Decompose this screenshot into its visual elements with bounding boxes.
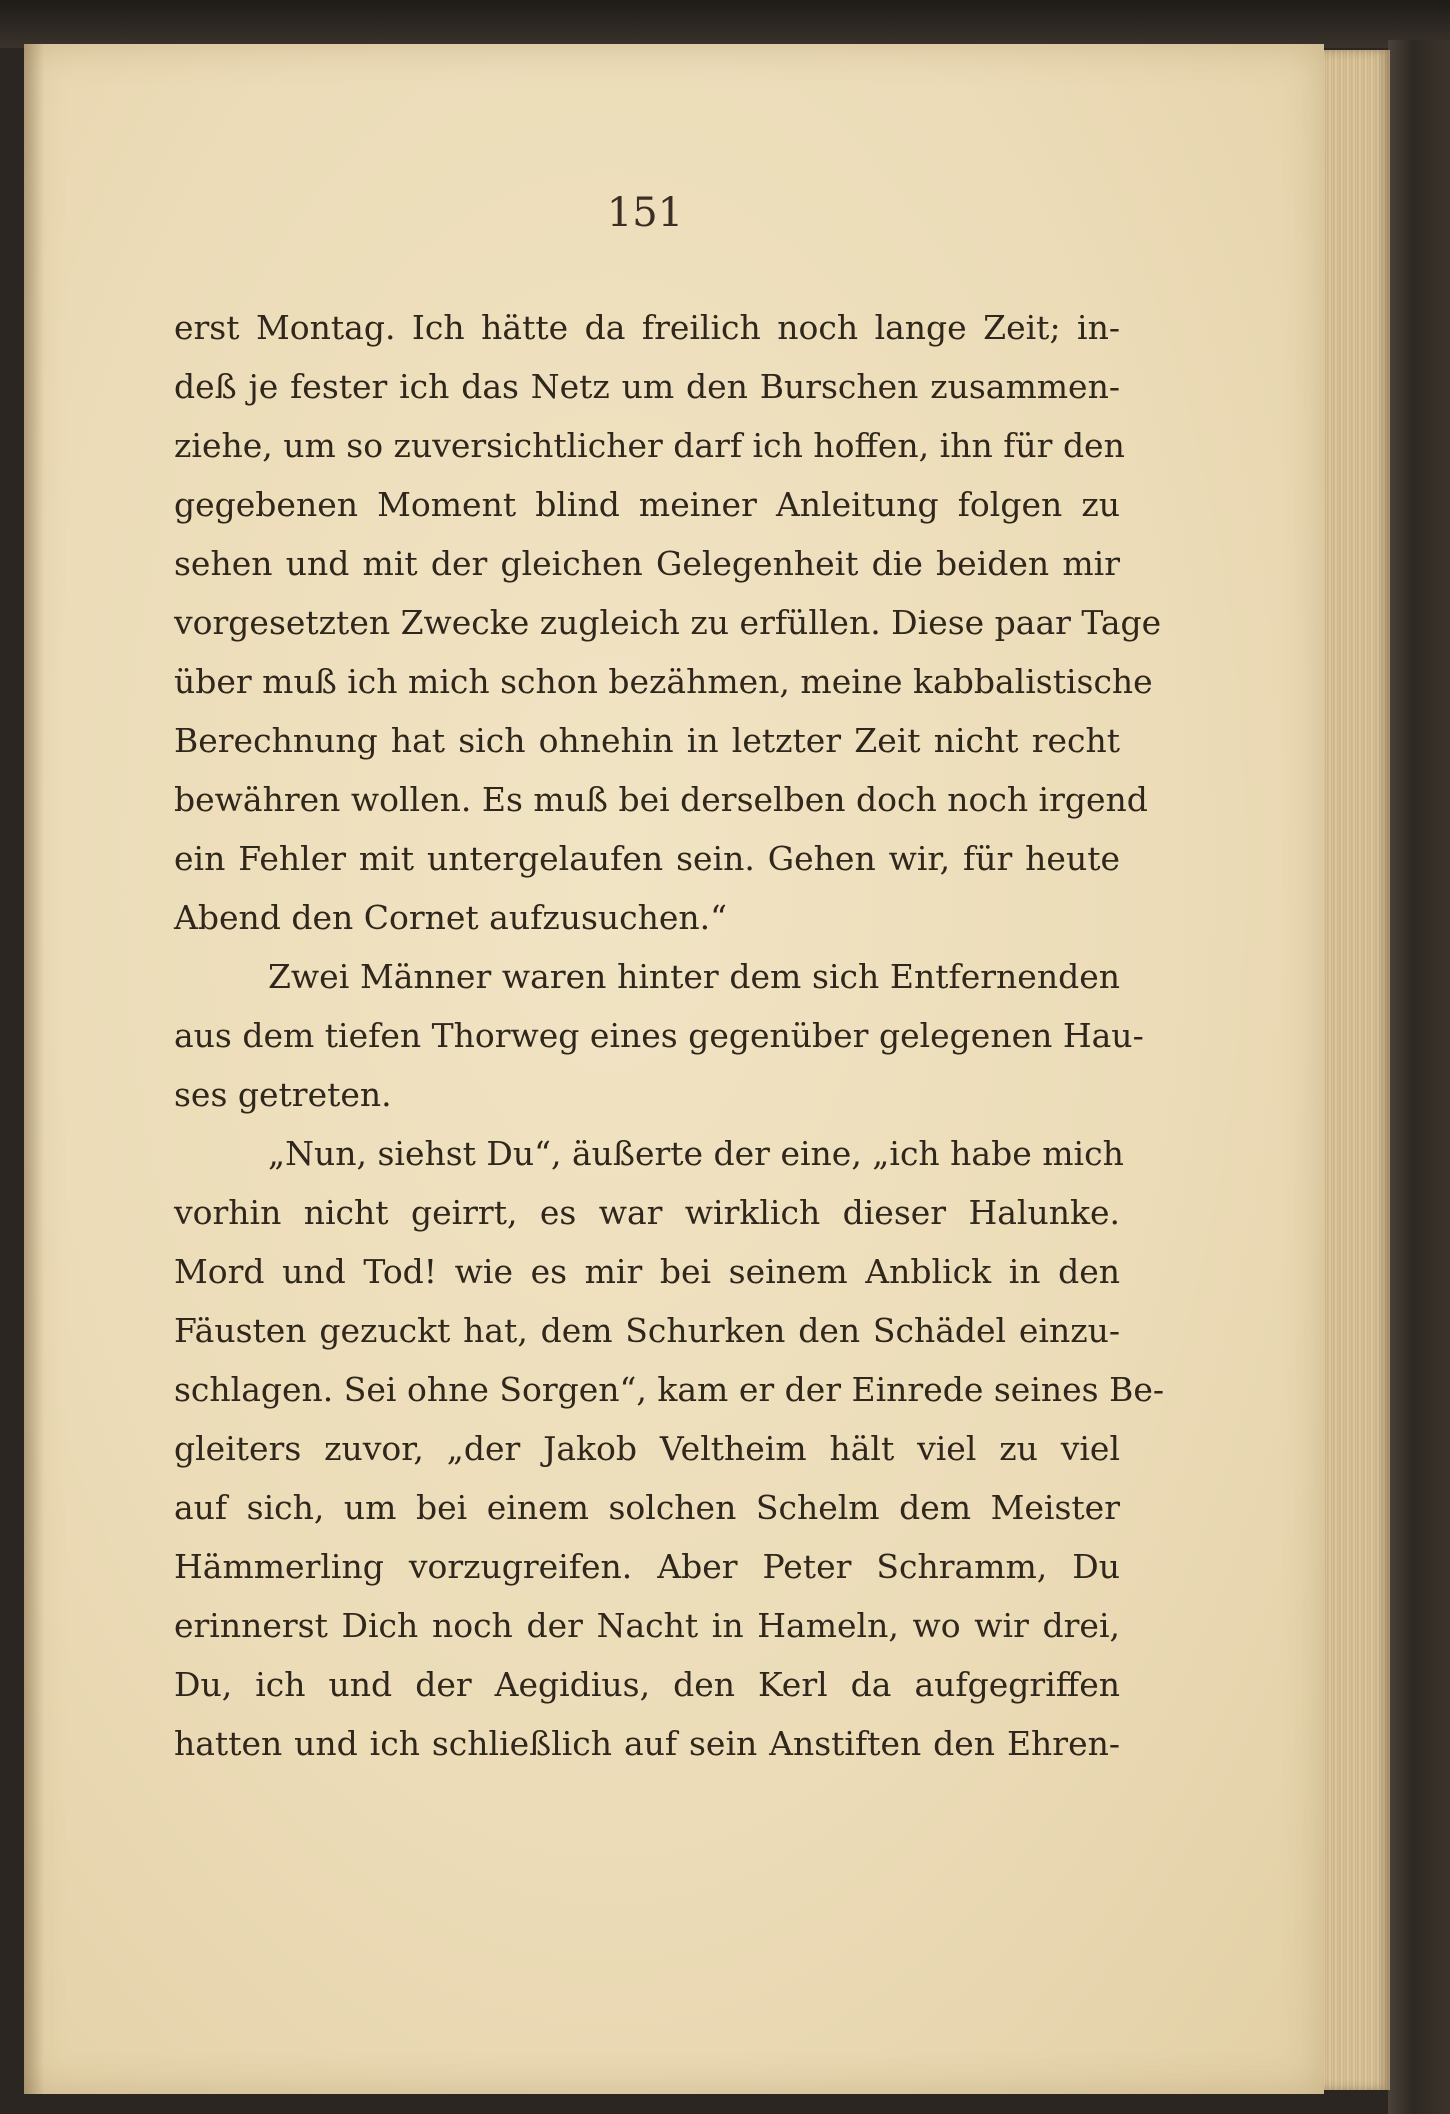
text-line: Du, ich und der Aegidius, den Kerl da aufgegriffen <box>174 1665 1120 1704</box>
text-line: aus dem tiefen Thorweg eines gegenüber gelegenen Hau- <box>174 1016 1144 1055</box>
text-line: Mord und Tod! wie es mir bei seinem Anblick in den <box>174 1252 1120 1291</box>
text-line: erinnerst Dich noch der Nacht in Hameln, wo wir drei, <box>174 1606 1120 1645</box>
text-line: ein Fehler mit untergelaufen sein. Gehen wir, für heute <box>174 839 1120 878</box>
text-line: Hämmerling vorzugreifen. Aber Peter Schramm, Du <box>174 1547 1120 1586</box>
page-edges <box>1320 50 1390 2090</box>
text-line: Fäusten gezuckt hat, dem Schurken den Schädel einzu- <box>174 1311 1120 1350</box>
text-line: sehen und mit der gleichen Gelegenheit die beiden mir <box>174 544 1120 583</box>
text-line: vorgesetzten Zwecke zugleich zu erfüllen. Diese paar Tage <box>174 603 1162 642</box>
book-cover-right <box>1388 40 1450 2114</box>
text-line: erst Montag. Ich hätte da freilich noch lange Zeit; in- <box>174 308 1120 347</box>
text-line: gegebenen Moment blind meiner Anleitung folgen zu <box>174 485 1120 524</box>
page-text <box>174 298 1165 1773</box>
text-line: vorhin nicht geirrt, es war wirklich dieser Halunke. <box>174 1193 1120 1232</box>
text-line: ses getreten. <box>174 1075 392 1114</box>
text-line: Abend den Cornet aufzusuchen.“ <box>174 898 728 937</box>
text-line: ziehe, um so zuversichtlicher darf ich hoffen, ihn für den <box>174 426 1125 465</box>
text-line: schlagen. Sei ohne Sorgen“, kam er der Einrede seines Be- <box>174 1370 1165 1409</box>
text-line: auf sich, um bei einem solchen Schelm dem Meister <box>174 1488 1120 1527</box>
page-gutter <box>24 44 44 2094</box>
book-cover-top <box>0 0 1450 48</box>
text-line: bewähren wollen. Es muß bei derselben doch noch irgend <box>174 780 1148 819</box>
text-line: deß je fester ich das Netz um den Burschen zusammen- <box>174 367 1120 406</box>
page-number: 151 <box>606 190 684 236</box>
text-line: Berechnung hat sich ohnehin in letzter Zeit nicht recht <box>174 721 1120 760</box>
text-line: Zwei Männer waren hinter dem sich Entfernenden <box>268 957 1120 996</box>
text-line: gleiters zuvor, „der Jakob Veltheim hält viel zu viel <box>174 1429 1120 1468</box>
text-line: über muß ich mich schon bezähmen, meine kabbalistische <box>174 662 1153 701</box>
text-line: hatten und ich schließlich auf sein Anstiften den Ehren- <box>174 1724 1120 1763</box>
text-line: „Nun, siehst Du“, äußerte der eine, „ich habe mich <box>268 1134 1124 1173</box>
